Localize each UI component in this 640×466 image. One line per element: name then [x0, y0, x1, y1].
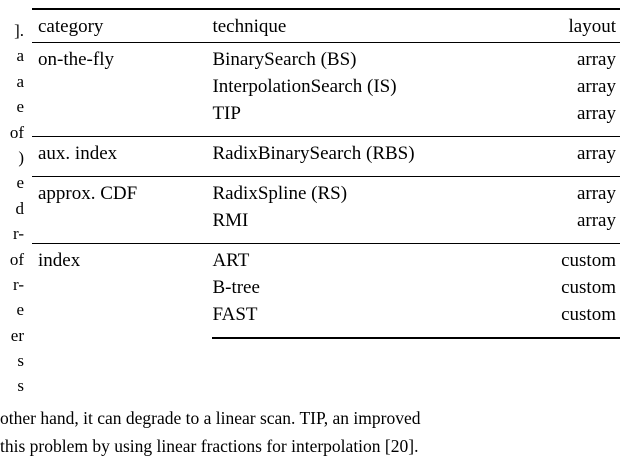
table-header-row: [32, 9, 620, 43]
fragment-line: e: [16, 300, 24, 320]
fragment-line: d: [15, 198, 24, 218]
layout-cell: array: [527, 137, 620, 177]
header-technique: technique: [212, 9, 527, 43]
technique-cell: BinarySearch (BS): [212, 43, 527, 77]
header-layout: layout: [527, 9, 620, 43]
fragment-line: er: [10, 325, 24, 345]
technique-cell: RadixBinarySearch (RBS): [212, 137, 527, 177]
header-category: category: [32, 9, 212, 43]
fragment-line: s: [17, 376, 24, 396]
technique-cell: TIP: [212, 103, 241, 124]
fragment-line: s: [17, 351, 24, 371]
technique-cell: FAST: [212, 304, 527, 338]
layout-cell: array: [527, 177, 620, 211]
layout-cell: custom: [561, 277, 616, 298]
group-category-label: aux. index: [32, 137, 212, 177]
fragment-line: [0, 399, 26, 400]
group-category-label: index: [32, 244, 212, 339]
fragment-line: ): [18, 147, 24, 167]
fragment-line: e: [16, 97, 24, 117]
fragment-line: a: [16, 71, 24, 91]
technique-cell: B-tree: [212, 277, 260, 298]
left-column-text-fragment: [0, 0, 26, 400]
layout-cell: array: [576, 103, 616, 124]
techniques-table: [32, 8, 620, 339]
technique-cell: RMI: [212, 210, 249, 231]
technique-cell: RadixSpline (RS): [212, 177, 527, 211]
group-category-label: on-the-fly: [32, 43, 212, 137]
table-row: [32, 244, 620, 278]
group-category-label: approx. CDF: [32, 177, 212, 244]
layout-cell: array: [527, 43, 620, 77]
layout-cell: array: [576, 76, 616, 97]
body-text-line: this problem by using linear fractions for interpolation [20].: [0, 436, 419, 456]
table-row: [32, 137, 620, 177]
technique-cell: InterpolationSearch (IS): [212, 76, 397, 97]
table-row: [32, 177, 620, 211]
fragment-line: of: [9, 249, 24, 269]
body-text-below-table: [0, 404, 640, 460]
fragment-line: e: [16, 173, 24, 193]
fragment-line: r-: [13, 274, 24, 294]
technique-cell: ART: [212, 244, 527, 278]
fragment-line: a: [16, 46, 24, 66]
layout-cell: custom: [527, 304, 620, 338]
fragment-line: ].: [14, 21, 24, 40]
table-row: [32, 43, 620, 77]
layout-cell: array: [576, 210, 616, 231]
fragment-line: of: [9, 122, 24, 142]
layout-cell: custom: [527, 244, 620, 278]
techniques-table-container: [32, 8, 620, 339]
body-text-line: other hand, it can degrade to a linear scan. TIP, an improved: [0, 408, 421, 428]
fragment-line: r-: [13, 224, 24, 244]
